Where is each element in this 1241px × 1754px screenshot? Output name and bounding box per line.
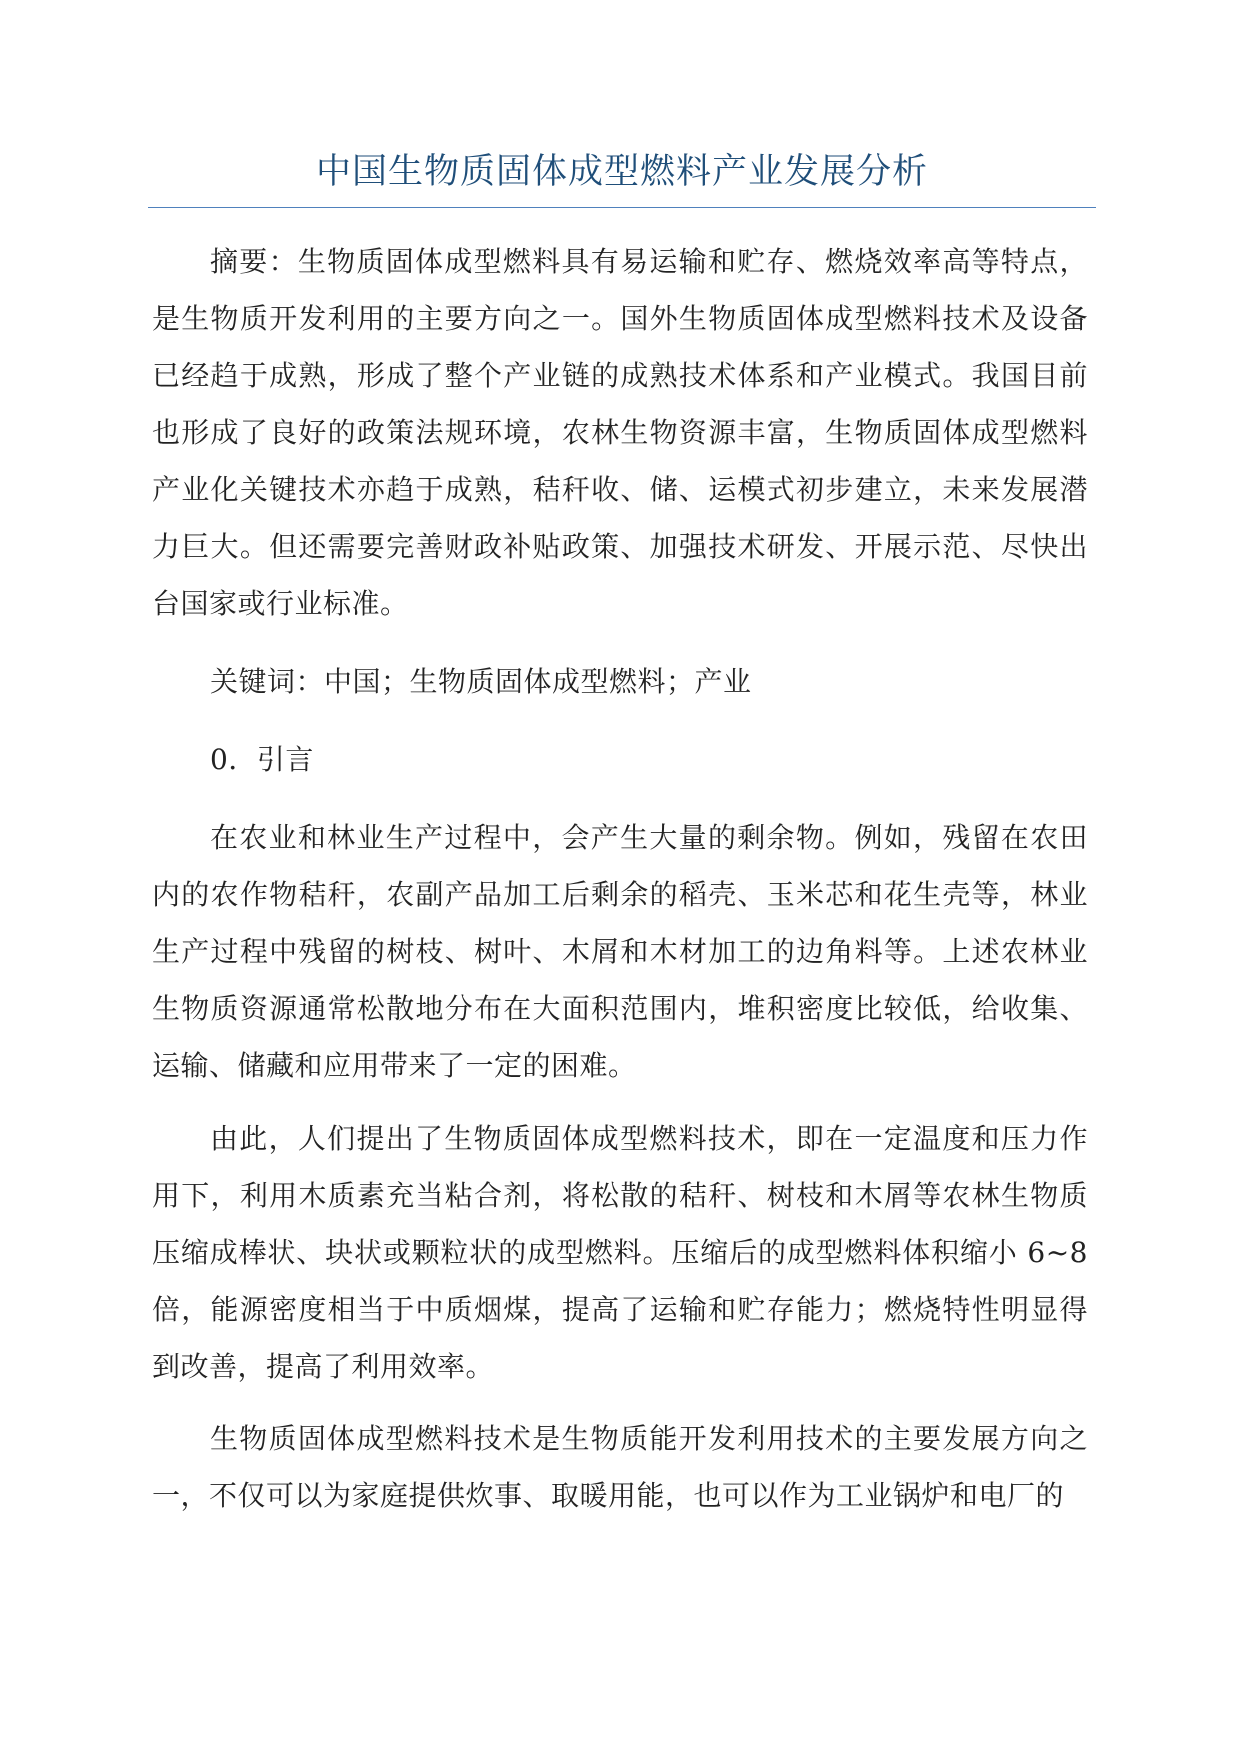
abstract-paragraph: 摘要：生物质固体成型燃料具有易运输和贮存、燃烧效率高等特点，是生物质开发利用的主要方向之一。国外生物质固体成型燃料技术及设备已经趋于成熟，形成了整个产业链的成熟技术体系和产业模式。我国目前也形成了良好的政策法规环境，农林生物资源丰富，生物质固体成型燃料产业化关键技术亦趋于成熟，秸秆收、储、运模式初步建立，未来发展潜力巨大。但还需要完善财政补贴政策、加强技术研发、开展示范、尽快出台国家或行业标准。 <box>152 245 1088 620</box>
body-paragraph: 在农业和林业生产过程中，会产生大量的剩余物。例如，残留在农田内的农作物秸秆，农副产品加工后剩余的稻壳、玉米芯和花生壳等，林业生产过程中残留的树枝、树叶、木屑和木材加工的边角料等。上述农林业生物质资源通常松散地分布在大面积范围内，堆积密度比较低，给收集、运输、储藏和应用带来了一定的困难。 <box>152 821 1088 1082</box>
document-title: 中国生物质固体成型燃料产业发展分析 <box>315 152 928 192</box>
body-paragraph: 生物质固体成型燃料技术是生物质能开发利用技术的主要发展方向之一，不仅可以为家庭提供炊事、取暖用能，也可以作为工业锅炉和电厂的 <box>152 1422 1088 1512</box>
section-heading-introduction: 0．引言 <box>210 743 314 776</box>
body-paragraph: 由此，人们提出了生物质固体成型燃料技术，即在一定温度和压力作用下，利用木质素充当粘合剂，将松散的秸秆、树枝和木屑等农林生物质压缩成棒状、块状或颗粒状的成型燃料。压缩后的成型燃料体积缩小 6~8 倍，能源密度相当于中质烟煤，提高了运输和贮存能力；燃烧特性明显得到改善，提高了利用效率。 <box>152 1122 1088 1383</box>
title-underline <box>148 207 1096 208</box>
keywords-paragraph: 关键词：中国；生物质固体成型燃料；产业 <box>210 665 752 698</box>
